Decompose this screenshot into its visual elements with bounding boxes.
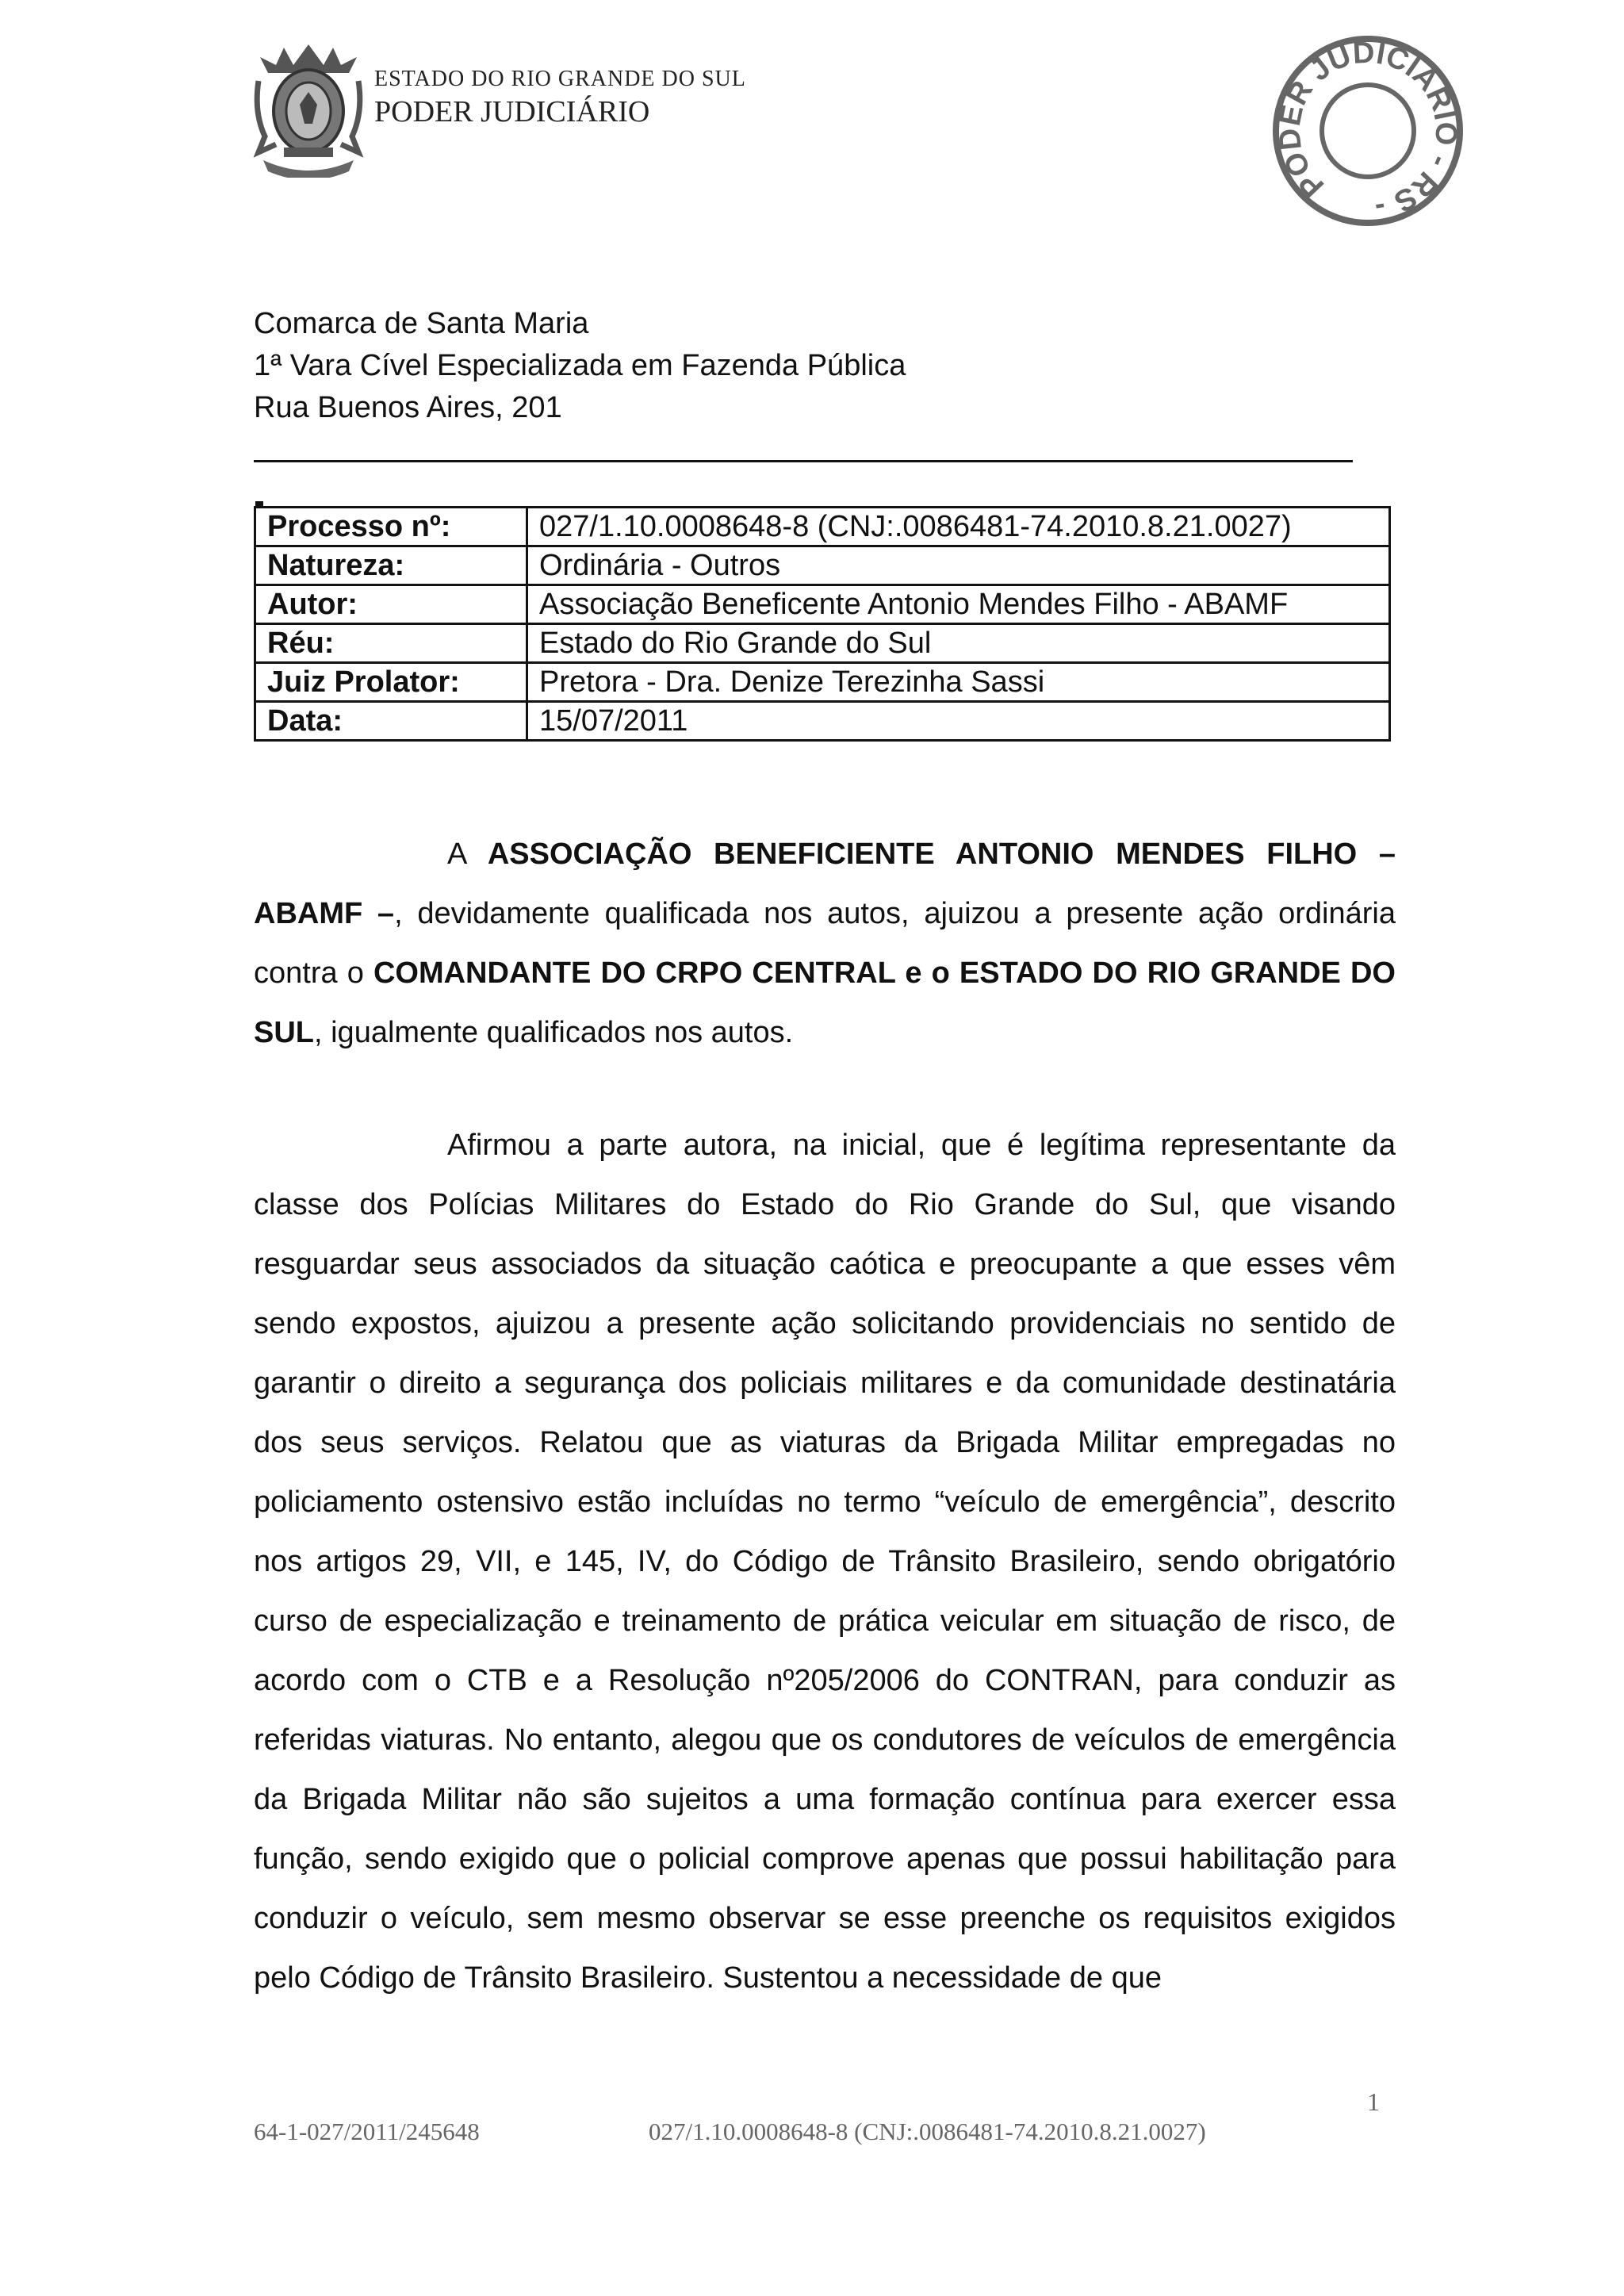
table-row (255, 663, 1390, 702)
case-label: Réu: (255, 624, 527, 663)
case-label: Data: (255, 702, 527, 741)
case-value: Pretora - Dra. Denize Terezinha Sassi (527, 663, 1390, 702)
footer-process-ref: 027/1.10.0008648-8 (CNJ:.0086481-74.2010.8.21.0027) (649, 2118, 1206, 2145)
paragraph-1 (254, 825, 1396, 1063)
page-number: 1 (1367, 2087, 1380, 2116)
address: Rua Buenos Aires, 201 (254, 391, 562, 424)
case-value: 15/07/2011 (527, 702, 1390, 741)
header-divider (254, 460, 1353, 462)
p1-text-2: , devidamente qualificada nos autos, ajuizou a presente ação ordinária contra o (254, 897, 1396, 990)
vara: 1ª Vara Cível Especializada em Fazenda Pública (254, 349, 906, 382)
table-row (255, 585, 1390, 624)
footer-doc-code: 64-1-027/2011/245648 (254, 2118, 480, 2145)
table-row (255, 546, 1390, 585)
seal-text: PODER JUDICIÁRIO - RS - (1273, 36, 1463, 225)
paragraph-2: Afirmou a parte autora, na inicial, que é legítima representante da classe dos Polícias Militares do Estado do Rio Grande do Sul, que visando resguardar seus associados da situação caótica e preocupante a que esses vêm sendo expostos, ajuizou a presente ação solicitando providenciais no sentido de garantir o direito a segurança dos policiais militares e da comunidade destinatária dos seus serviços. Relatou que as viaturas da Brigada Militar empregadas no policiamento ostensivo estão incluídas no termo “veículo de emergência”, descrito nos artigos 29, VII, e 145, IV, do Código de Trânsito Brasileiro, sendo obrigatório curso de especialização e treinamento de prática veicular em situação de risco, de acordo com o CTB e a Resolução nº205/2006 do CONTRAN, para conduzir as referidas viaturas. No entanto, alegou que os condutores de veículos de emergência da Brigada Militar não são sujeitos a uma formação contínua para exercer essa função, sendo exigido que o policial comprove apenas que possui habilitação para conduzir o veículo, sem mesmo observar se esse preenche os requisitos exigidos pelo Código de Trânsito Brasileiro. Sustentou a necessidade de que (254, 1129, 1396, 1995)
comarca: Comarca de Santa Maria (254, 307, 589, 340)
svg-text:PODER JUDICIÁRIO - RS - (1269, 32, 1467, 230)
state-name: ESTADO DO RIO GRANDE DO SUL (374, 67, 746, 91)
p1-text-3: , igualmente qualificados nos autos. (314, 1016, 794, 1049)
p1-text-1: A (447, 838, 488, 871)
case-value: Ordinária - Outros (527, 546, 1390, 585)
case-label: Autor: (255, 585, 527, 624)
case-value: Associação Beneficente Antonio Mendes Filho - ABAMF (527, 585, 1390, 624)
document-body (254, 825, 1396, 2008)
p1-bold-1: ASSOCIAÇÃO BENEFICIENTE ANTONIO MENDES FILHO – ABAMF – (254, 838, 1396, 930)
judiciary-seal-stamp (1269, 32, 1467, 230)
case-label: Natureza: (255, 546, 527, 585)
case-label: Juiz Prolator: (255, 663, 527, 702)
p1-bold-2: COMANDANTE DO CRPO CENTRAL e o ESTADO DO RIO GRANDE DO SUL (254, 956, 1396, 1049)
case-value: Estado do Rio Grande do Sul (527, 624, 1390, 663)
table-row (255, 508, 1390, 546)
court-name: PODER JUDICIÁRIO (374, 95, 650, 128)
table-row (255, 624, 1390, 663)
case-info-table (254, 506, 1391, 742)
case-label: Processo nº: (255, 508, 527, 546)
coat-of-arms-icon (252, 41, 365, 178)
case-value: 027/1.10.0008648-8 (CNJ:.0086481-74.2010.8.21.0027) (527, 508, 1390, 546)
table-row (255, 702, 1390, 741)
